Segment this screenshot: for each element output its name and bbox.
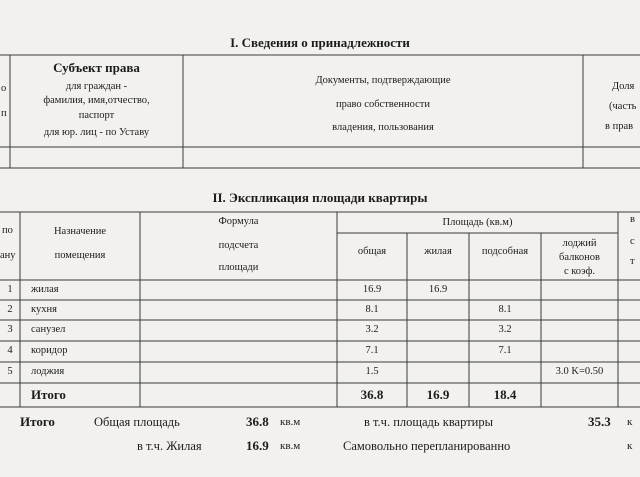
docs-header-line: Документы, подтверждающие	[315, 75, 451, 86]
living-area-unit: кв.м	[280, 440, 301, 452]
right-col-fragment: т	[630, 256, 635, 267]
row-name: коридор	[31, 345, 68, 356]
total-area-unit: кв.м	[280, 416, 301, 428]
row-total: 1.5	[365, 366, 379, 377]
row-total: 7.1	[365, 345, 379, 356]
left-fragment: о	[1, 83, 7, 94]
total-area-value: 36.8	[246, 414, 269, 429]
row-name: кухня	[31, 304, 57, 315]
subject-desc-line: паспорт	[78, 110, 115, 121]
docs-header-line: право собственности	[336, 99, 430, 110]
col-purpose-header: Назначение	[53, 226, 107, 237]
section2-title: II. Экспликация площади квартиры	[212, 190, 428, 205]
apartment-area-unit: к	[627, 416, 633, 428]
col-area-header: Площадь (кв.м)	[442, 217, 513, 228]
right-col-fragment: в	[630, 214, 635, 225]
col-loggia-header: лоджий	[562, 238, 597, 249]
row-number: 3	[7, 324, 13, 335]
row-living: 16.9	[428, 284, 448, 295]
col-formula-header: площади	[218, 262, 259, 273]
row-aux: 8.1	[498, 304, 512, 315]
col-formula-header: подсчета	[218, 240, 259, 251]
row-name: жилая	[31, 284, 59, 295]
subject-desc-line: для граждан -	[65, 81, 128, 92]
row-number: 5	[7, 366, 13, 377]
total-row-label: Итого	[31, 387, 66, 402]
subject-header: Субъект права	[53, 60, 140, 75]
apartment-area-value: 35.3	[588, 414, 611, 429]
col-loggia-header: с коэф.	[563, 266, 596, 277]
total-row-total: 36.8	[360, 387, 384, 402]
subject-desc-line: для юр. лиц - по Уставу	[43, 127, 150, 138]
total-area-label: Общая площадь	[94, 415, 180, 429]
col-formula-header: Формула	[218, 216, 259, 227]
row-loggia: 3.0 K=0.50	[555, 366, 604, 377]
row-number: 4	[7, 345, 13, 356]
living-area-value: 16.9	[246, 438, 269, 453]
subject-desc-line: фамилия, имя,отчество,	[43, 95, 150, 106]
summary-label: Итого	[20, 414, 55, 429]
living-area-label: в т.ч. Жилая	[137, 439, 202, 453]
row-aux: 7.1	[498, 345, 512, 356]
row-name: лоджия	[31, 366, 65, 377]
col-loggia-header: балконов	[559, 252, 600, 263]
replanned-label: Самовольно перепланированно	[343, 439, 511, 453]
row-number: 2	[7, 304, 13, 315]
row-total: 16.9	[362, 284, 382, 295]
total-row-living: 16.9	[426, 387, 450, 402]
col-number-header: ану	[0, 250, 16, 261]
row-name: санузел	[31, 324, 66, 335]
right-col-fragment: с	[630, 236, 635, 247]
share-header-line: Доля	[612, 81, 635, 92]
row-aux: 3.2	[498, 324, 512, 335]
total-row-aux: 18.4	[493, 387, 517, 402]
share-header-line: (часть	[609, 101, 637, 112]
col-living-header: жилая	[424, 246, 452, 257]
apartment-area-label: в т.ч. площадь квартиры	[364, 415, 493, 429]
col-aux-header: подсобная	[481, 246, 529, 257]
section1-title: I. Сведения о принадлежности	[230, 35, 410, 50]
col-total-header: общая	[357, 246, 387, 257]
col-purpose-header: помещения	[54, 250, 106, 261]
left-fragment: п	[1, 108, 7, 119]
replanned-unit: к	[627, 440, 633, 452]
row-total: 8.1	[365, 304, 379, 315]
row-number: 1	[7, 284, 13, 295]
docs-header-line: владения, пользования	[332, 122, 434, 133]
share-header-line: в прав	[605, 121, 634, 132]
col-number-header: по	[2, 225, 13, 236]
row-total: 3.2	[365, 324, 379, 335]
